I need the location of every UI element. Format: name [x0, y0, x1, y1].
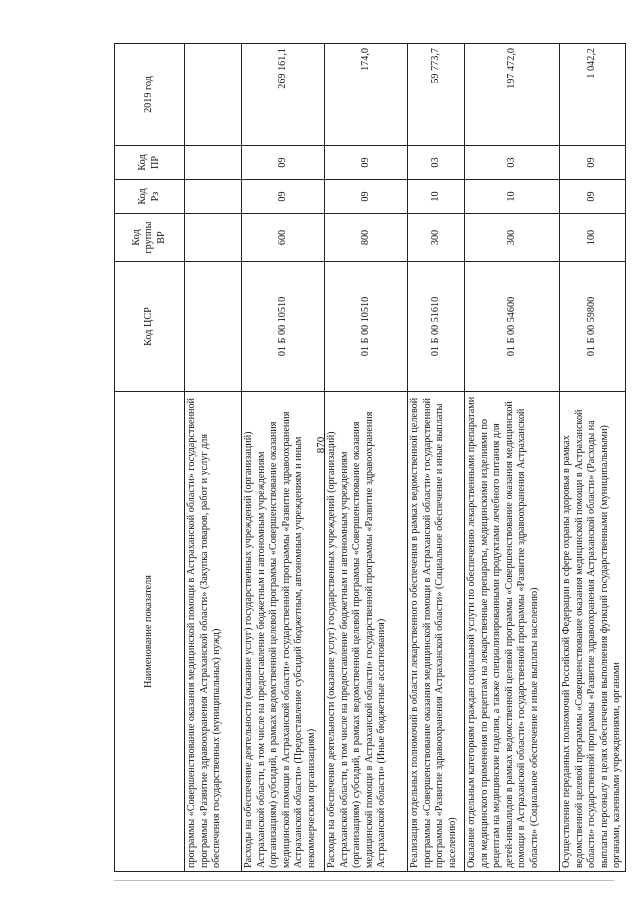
page-number: 870	[315, 436, 327, 454]
row-vr: 600	[242, 214, 325, 262]
table-header-row	[115, 44, 185, 872]
row-csr: 01 Б 00 10510	[325, 262, 408, 392]
row-rz: 10	[465, 180, 560, 214]
header-vr: Код группы ВР	[115, 214, 185, 262]
row-pr: 09	[325, 146, 408, 180]
row-value: 269 161,1	[242, 44, 325, 146]
row-name: Реализация отдельных полномочий в области лекарственного обеспечения в рамках ведомственной целевой программы «Совершенствование оказания медицинской помощи в Астраханской области» государственной программы «Развитие здравоохранения Астраханской области» (Социальное обеспечение и иные выплаты населению)	[408, 392, 465, 872]
row-name: Осуществление переданных полномочий Российской Федерации в сфере охраны здоровья в рамках ведомственной целевой программы «Совершенствование оказания медицинской помощи в Астраханской области» государственной программы «Развитие здравоохранения Астраханской области» (Расходы на выплаты персоналу в целях обеспечения выполнения функций государственными (муниципальными) органами, казенными учреждениями, органами	[560, 392, 626, 872]
row-csr: 01 Б 00 59800	[560, 262, 626, 392]
budget-table	[114, 43, 626, 872]
table-row	[465, 44, 560, 872]
row-csr	[185, 262, 242, 392]
row-pr: 09	[242, 146, 325, 180]
row-csr: 01 Б 00 51610	[408, 262, 465, 392]
row-pr: 03	[465, 146, 560, 180]
header-name: Наименование показателя	[115, 392, 185, 872]
row-rz: 09	[325, 180, 408, 214]
row-value: 197 472,0	[465, 44, 560, 146]
header-csr: Код ЦСР	[115, 262, 185, 392]
row-rz: 10	[408, 180, 465, 214]
row-pr	[185, 146, 242, 180]
row-vr: 300	[408, 214, 465, 262]
header-rz: Код Рз	[115, 180, 185, 214]
row-name: Расходы на обеспечение деятельности (оказание услуг) государственных учреждений (организаций) Астраханской области, в том числе на предоставление бюджетным и автономным учреждениям (организациям) субсидий, в рамках ведомственной целевой программы «Совершенствование оказания медицинской помощи в Астраханской области» государственной программы «Развитие здравоохранения Астраханской области» (Предоставление субсидий бюджетным, автономным учреждениям и иным некоммерческим организациям)	[242, 392, 325, 872]
row-vr: 100	[560, 214, 626, 262]
row-pr: 03	[408, 146, 465, 180]
row-value: 1 042,2	[560, 44, 626, 146]
table-row	[325, 44, 408, 872]
row-rz	[185, 180, 242, 214]
row-value: 174,0	[325, 44, 408, 146]
row-rz: 09	[560, 180, 626, 214]
row-vr: 300	[465, 214, 560, 262]
row-vr: 800	[325, 214, 408, 262]
table-row	[185, 44, 242, 872]
table-row	[560, 44, 626, 872]
row-value	[185, 44, 242, 146]
header-pr: Код ПР	[115, 146, 185, 180]
row-csr: 01 Б 00 54600	[465, 262, 560, 392]
rotated-table-container	[114, 44, 623, 872]
header-year: 2019 год	[115, 44, 185, 146]
row-pr: 09	[560, 146, 626, 180]
rotated-table-frame	[114, 44, 623, 872]
row-csr: 01 Б 00 10510	[242, 262, 325, 392]
table-row	[408, 44, 465, 872]
row-name: Оказание отдельным категориям граждан социальной услуги по обеспечению лекарственными препаратами для медицинского применения по рецептам на лекарственные препараты, медицинскими изделиями по рецептам на медицинские изделия, а также специализированными продуктами лечебного питания для детей-инвалидов в рамках ведомственной целевой программы «Совершенствование оказания медицинской помощи в Астраханской области» государственной программы «Развитие здравоохранения Астраханской области» (Социальное обеспечение и иные выплаты населению)	[465, 392, 560, 872]
row-vr	[185, 214, 242, 262]
table-row	[242, 44, 325, 872]
page-bottom-line	[114, 880, 614, 881]
row-name: Расходы на обеспечение деятельности (оказание услуг) государственных учреждений (организаций) Астраханской области, в том числе на предоставление бюджетным и автономным учреждениям (организациям) субсидий, в рамках ведомственной целевой программы «Совершенствование оказания медицинской помощи в Астраханской области» государственной программы «Развитие здравоохранения Астраханской области» (Иные бюджетные ассигнования)	[325, 392, 408, 872]
row-name: программы «Совершенствование оказания медицинской помощи в Астраханской области» государственной программы «Развитие здравоохранения Астраханской области» (Закупка товаров, работ и услуг для обеспечения государственных (муниципальных) нужд)	[185, 392, 242, 872]
row-value: 59 773,7	[408, 44, 465, 146]
row-rz: 09	[242, 180, 325, 214]
